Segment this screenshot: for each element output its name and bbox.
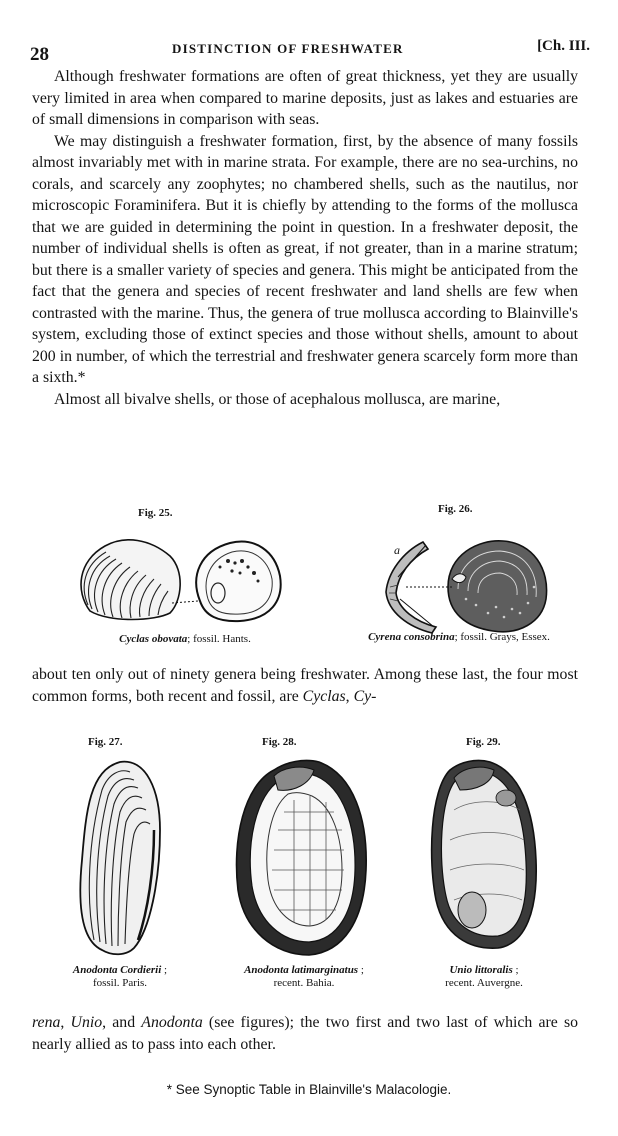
cyclas-shell-illustration xyxy=(70,521,300,631)
page-header xyxy=(30,36,590,65)
paragraph-5-text: (see figures); the two first and two last of which are so nearly allied as to pass into each other. xyxy=(32,1014,579,1053)
figure-28-caption xyxy=(204,964,404,990)
figure-27-caption-detail: fossil. Paris. xyxy=(92,977,148,989)
body-text-middle xyxy=(32,664,578,707)
figure-26-caption xyxy=(328,631,590,644)
genus-anodonta: Anodonta xyxy=(141,1014,203,1031)
paragraph-4-text: about ten only out of ninety genera being freshwater. Among these last, the four most common forms, both recent and fossil, are xyxy=(32,666,578,705)
figure-25-caption xyxy=(70,633,300,646)
figure-26-label: Fig. 26. xyxy=(438,503,473,515)
figure-27 xyxy=(50,736,190,996)
figure-26-species: Cyrena consobrina xyxy=(368,631,455,643)
figure-28-label: Fig. 28. xyxy=(262,736,297,748)
paragraph-4-separator: , xyxy=(345,687,354,705)
paragraph-5 xyxy=(32,1012,578,1055)
anodonta-cordierii-illustration xyxy=(50,750,190,960)
anodonta-latimarginatus-illustration xyxy=(214,750,394,960)
footnote: * See Synoptic Table in Blainville's Malacologie. xyxy=(166,1082,452,1097)
figure-27-label: Fig. 27. xyxy=(88,736,123,748)
figure-27-species: Anodonta Cordierii xyxy=(72,964,162,976)
figure-29 xyxy=(410,736,558,996)
figure-26 xyxy=(328,503,590,645)
cyrena-shell-illustration xyxy=(328,517,590,632)
genus-unio: Unio xyxy=(70,1014,103,1031)
figure-28 xyxy=(214,736,394,996)
figure-29-caption xyxy=(400,964,568,990)
paragraph-5-sep-2: , and xyxy=(102,1014,142,1031)
figure-25-species: Cyclas obovata xyxy=(119,633,188,645)
unio-littoralis-illustration xyxy=(410,750,558,960)
figure-29-caption-detail: recent. Auvergne. xyxy=(445,977,523,989)
figure-25-caption-detail: ; fossil. Hants. xyxy=(187,633,251,645)
body-text-bottom xyxy=(32,1012,578,1055)
figure-28-caption-punct: ; xyxy=(358,964,364,976)
genus-cyrena-start: Cy- xyxy=(353,687,377,705)
genus-cyclas: Cyclas xyxy=(302,687,346,705)
figure-28-species: Anodonta latimarginatus xyxy=(244,964,359,976)
paragraph-2: We may distinguish a freshwater formation, first, by the absence of many fossils almost invariably met with in marine strata. For example, there are no sea-urchins, no corals, and scarcely any zoophytes; no chambered shells, such as the nautilus, nor microscopic Foraminifera. But it is chiefly by attending to the forms of the mollusca that we are guided in determining the point in question. In a freshwater deposit, the number of individual shells is often as great, if not greater, than in a marine stratum; but there is a smaller variety of species and genera. This might be anticipated from the fact that the genera and species of recent freshwater and land shells are few when contrasted with the marine. Thus, the genera of true mollusca according to Blainville's system, excluding those of extinct species and those without shells, amount to about 200 in number, of which the terrestrial and freshwater genera scarcely form more than a sixth.* xyxy=(32,132,578,386)
paragraph-1: Although freshwater formations are often of great thickness, yet they are usually very limited in area when compared to marine deposits, just as lakes and estuaries are of small dimensions in comparison with seas. xyxy=(32,68,578,128)
figure-29-caption-punct: ; xyxy=(512,964,519,976)
figure-29-label: Fig. 29. xyxy=(466,736,501,748)
paragraph-4 xyxy=(32,664,578,707)
page-number: 28 xyxy=(30,44,49,65)
paragraph-3: Almost all bivalve shells, or those of acephalous mollusca, are marine, xyxy=(54,390,501,408)
figure-27-caption xyxy=(40,964,200,990)
figure-27-caption-punct: ; xyxy=(161,964,168,976)
running-head: DISTINCTION OF FRESHWATER xyxy=(172,41,404,56)
figure-25 xyxy=(70,505,300,645)
genus-cyrena-end: rena xyxy=(32,1014,61,1031)
figure-26-marker-a: a xyxy=(394,543,400,557)
figure-26-caption-detail: ; fossil. Grays, Essex. xyxy=(454,631,550,643)
chapter-reference: [Ch. III. xyxy=(537,38,590,54)
figure-28-caption-detail: recent. Bahia. xyxy=(273,977,335,989)
figure-25-label: Fig. 25. xyxy=(138,507,173,519)
paragraph-5-sep-1: , xyxy=(60,1014,71,1031)
body-text-top xyxy=(32,66,578,410)
figure-29-species: Unio littoralis xyxy=(449,964,513,976)
